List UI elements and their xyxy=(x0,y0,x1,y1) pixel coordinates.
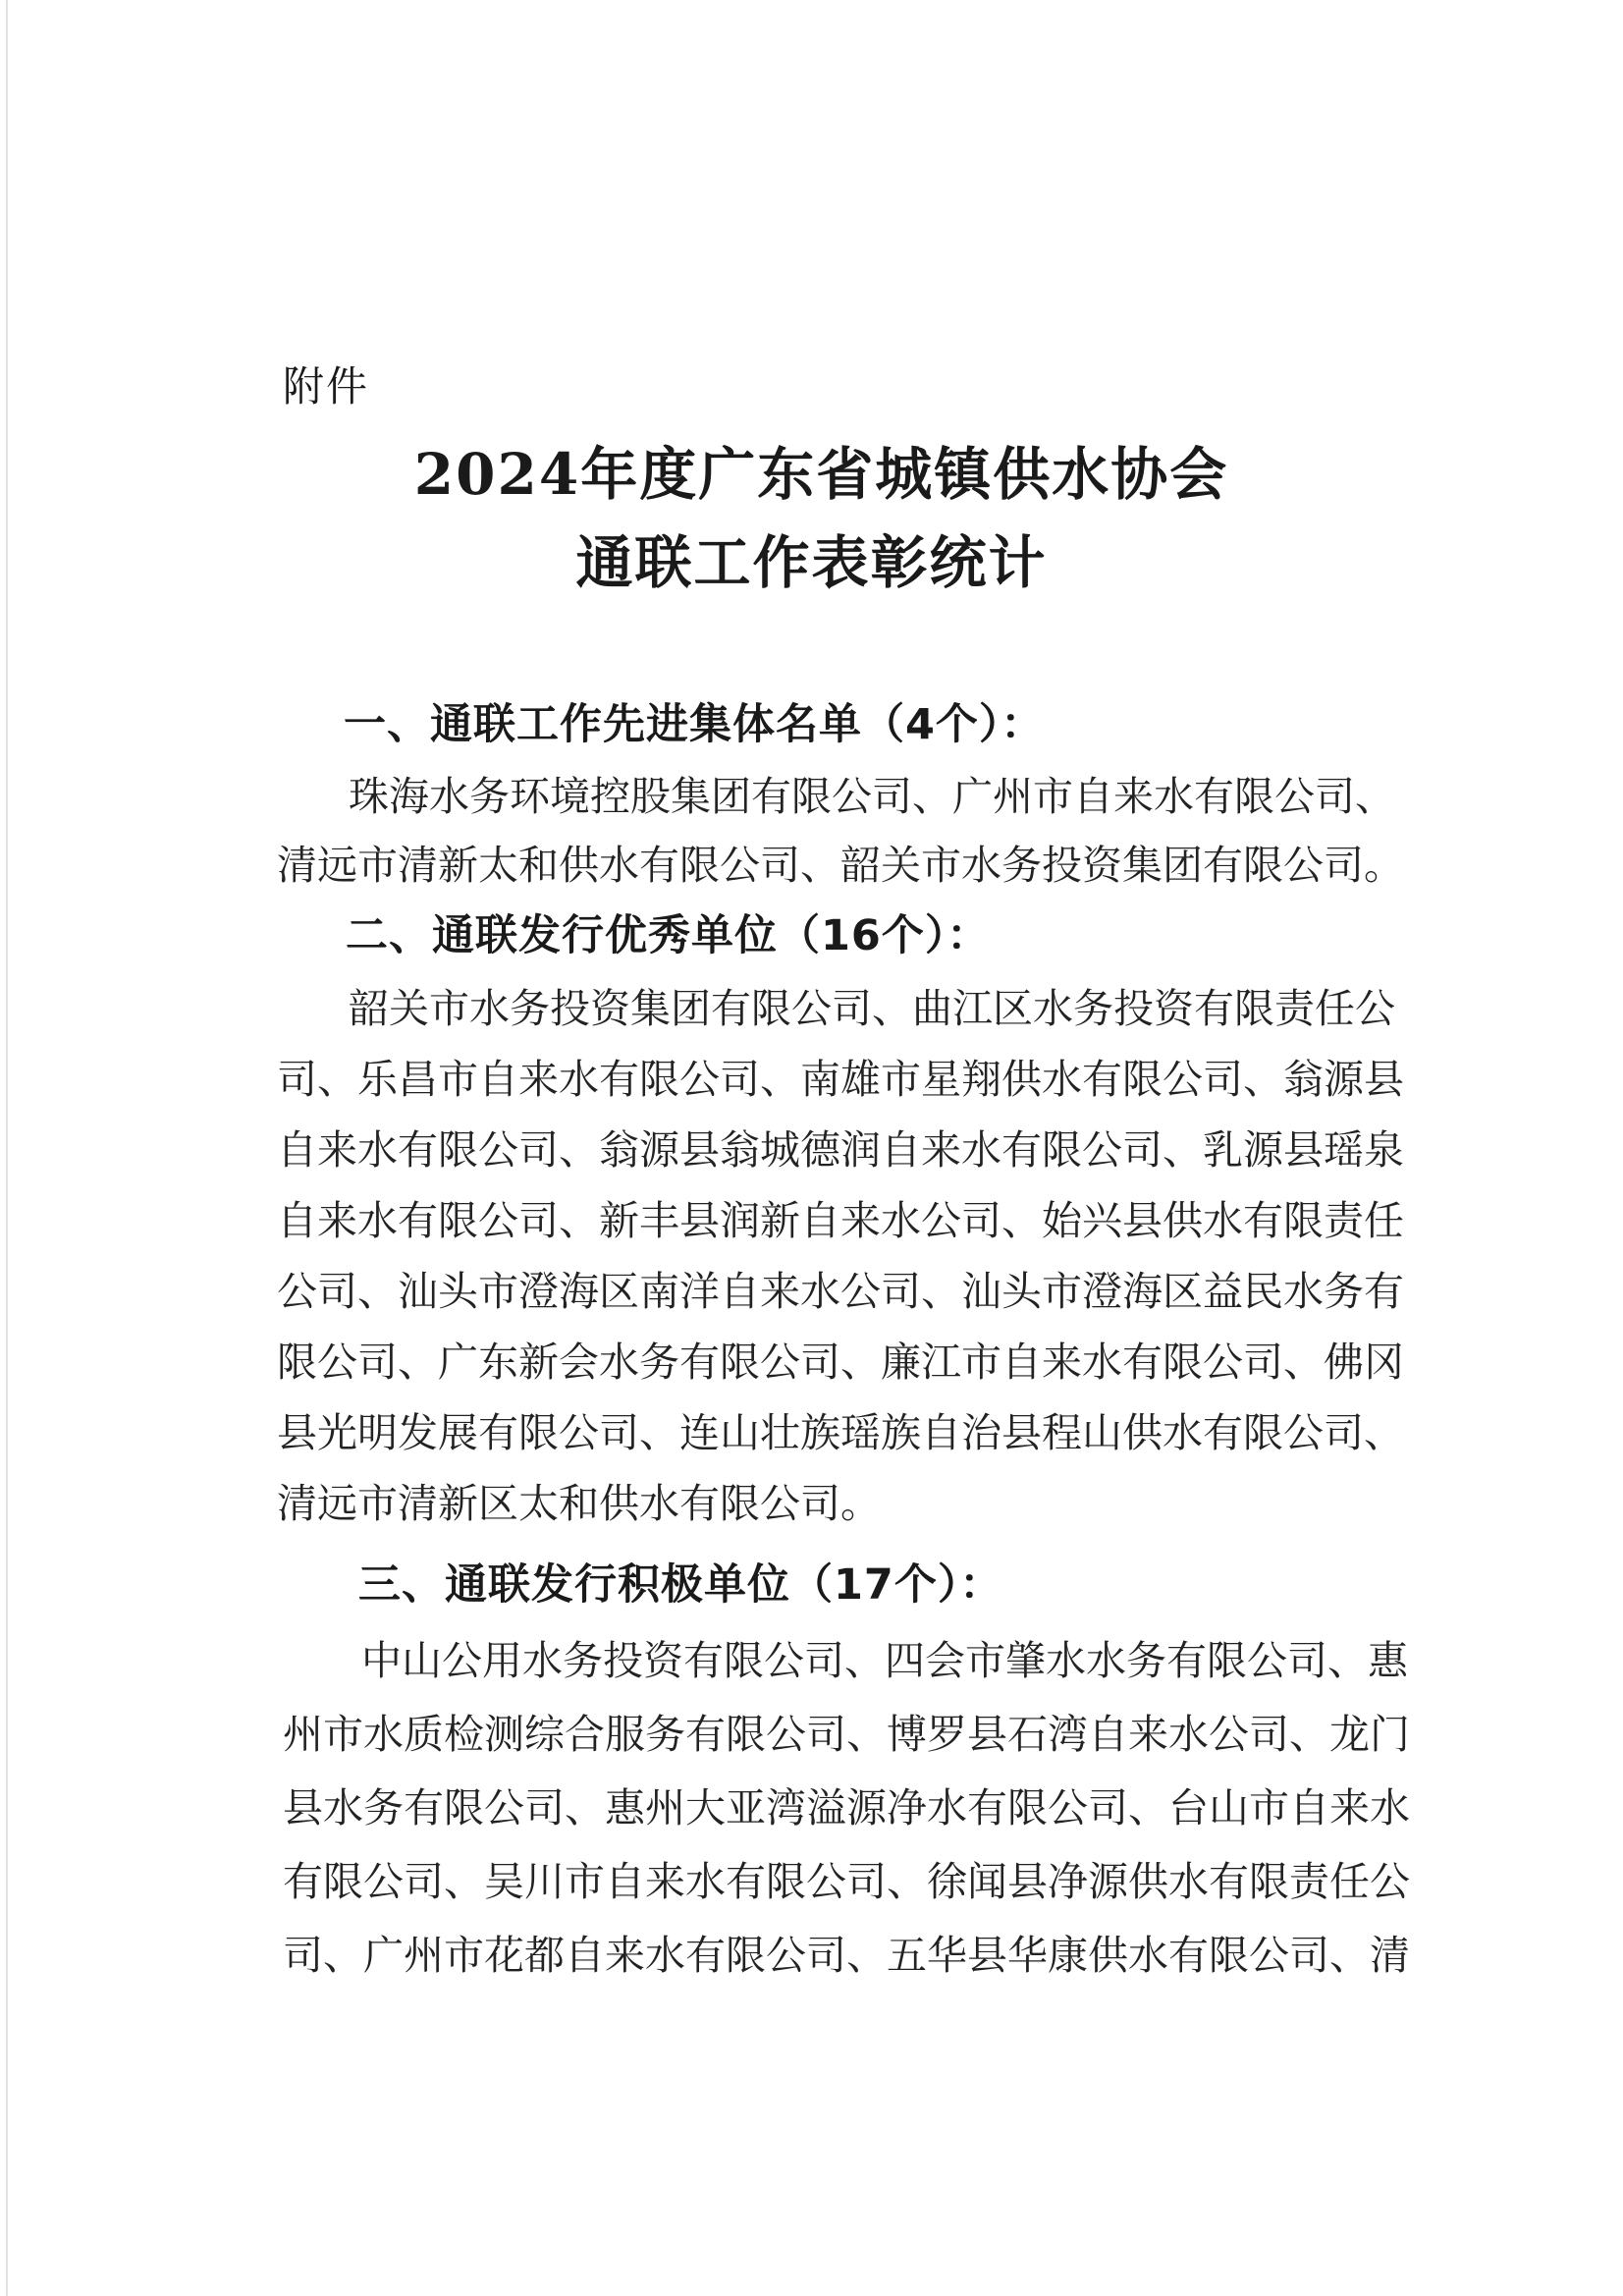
section-2-line-3: 自来水有限公司、翁源县翁城德润自来水有限公司、乳源县瑶泉 xyxy=(277,1126,1404,1174)
section-2-line-1: 韶关市水务投资集团有限公司、曲江区水务投资有限责任公 xyxy=(349,985,1395,1032)
section-2-line-5: 公司、汕头市澄海区南洋自来水公司、汕头市澄海区益民水务有 xyxy=(277,1268,1404,1315)
section-2-line-2: 司、乐昌市自来水有限公司、南雄市星翔供水有限公司、翁源县 xyxy=(277,1056,1404,1103)
section-2-line-7: 县光明发展有限公司、连山壮族瑶族自治县程山供水有限公司、 xyxy=(277,1409,1404,1456)
section-heading-3: 三、通联发行积极单位（17个）： xyxy=(358,1560,1003,1610)
section-3-line-2: 州市水质检测综合服务有限公司、博罗县石湾自来水公司、龙门 xyxy=(283,1711,1410,1758)
section-3-line-1: 中山公用水务投资有限公司、四会市肇水水务有限公司、惠 xyxy=(361,1637,1408,1684)
scan-edge-shadow xyxy=(6,0,8,2296)
section-1-line-1: 珠海水务环境控股集团有限公司、广州市自来水有限公司、 xyxy=(349,773,1395,820)
document-title-line-2: 通联工作表彰统计 xyxy=(575,529,1048,596)
section-2-line-4: 自来水有限公司、新丰县润新自来水公司、始兴县供水有限责任 xyxy=(277,1197,1404,1244)
section-2-line-8: 清远市清新区太和供水有限公司。 xyxy=(277,1480,881,1527)
section-heading-2: 二、通联发行优秀单位（16个）： xyxy=(346,911,991,960)
section-3-line-3: 县水务有限公司、惠州大亚湾溢源净水有限公司、台山市自来水 xyxy=(283,1784,1410,1831)
section-3-line-4: 有限公司、吴川市自来水有限公司、徐闻县净源供水有限责任公 xyxy=(283,1858,1410,1905)
attachment-label: 附件 xyxy=(283,362,370,410)
section-heading-1: 一、通联工作先进集体名单（4个）： xyxy=(344,700,1045,749)
document-title-line-1: 2024年度广东省城镇供水协会 xyxy=(413,441,1229,508)
section-2-line-6: 限公司、广东新会水务有限公司、廉江市自来水有限公司、佛冈 xyxy=(277,1339,1404,1386)
section-3-line-5: 司、广州市花都自来水有限公司、五华县华康供水有限公司、清 xyxy=(283,1932,1410,1979)
section-1-line-2: 清远市清新太和供水有限公司、韶关市水务投资集团有限公司。 xyxy=(277,842,1404,889)
